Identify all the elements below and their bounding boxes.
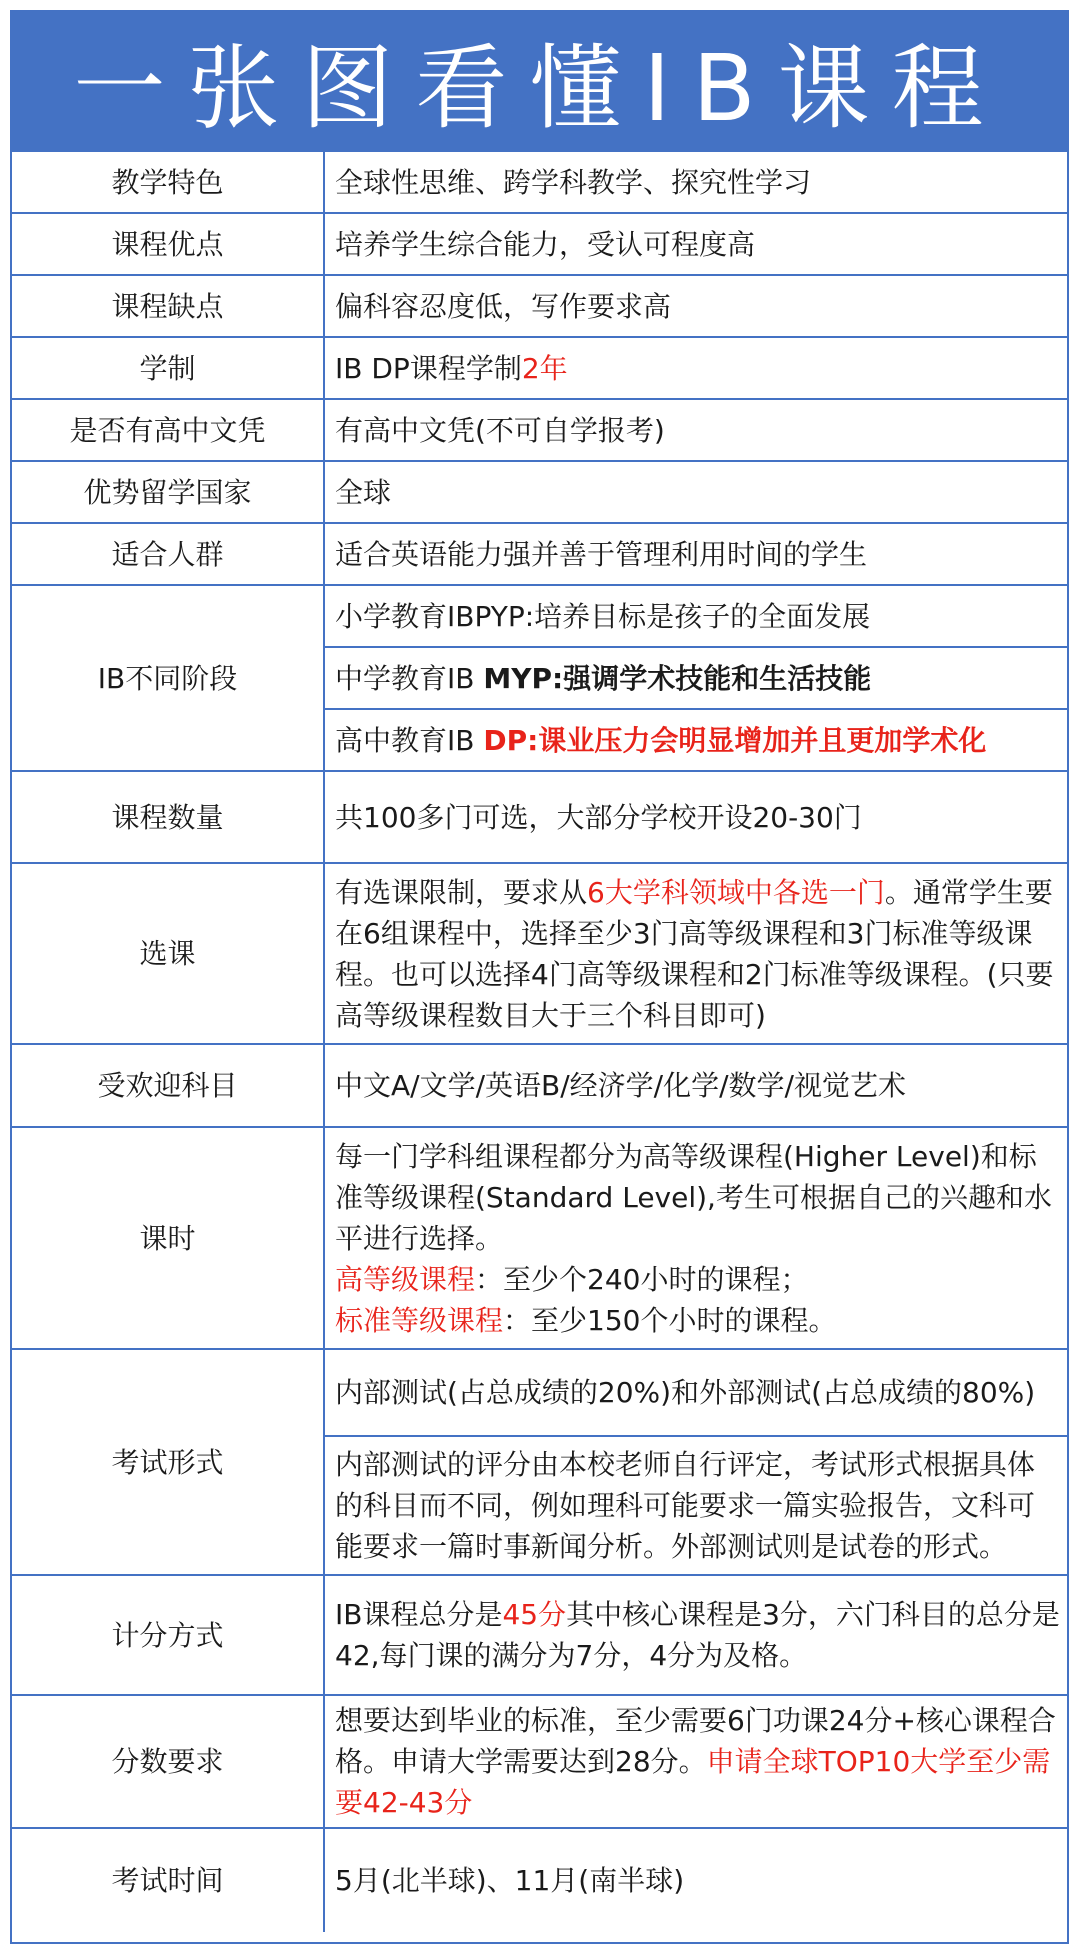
- highlight-text: 2年: [521, 351, 568, 385]
- row-value: 有高中文凭(不可自学报考): [324, 399, 1067, 461]
- table-row: [12, 461, 1067, 523]
- row-label: 优势留学国家: [12, 461, 324, 523]
- table-row: [12, 275, 1067, 337]
- highlight-text: 6大学科领域中各选一门: [587, 875, 885, 909]
- row-value: 适合英语能力强并善于管理利用时间的学生: [324, 523, 1067, 585]
- title-banner: [12, 12, 1067, 150]
- row-label: 考试形式: [12, 1349, 324, 1575]
- highlight-text: 高等级课程: [335, 1262, 476, 1296]
- exam-form-line1: 内部测试(占总成绩的20%)和外部测试(占总成绩的80%): [324, 1349, 1067, 1436]
- row-value: 全球性思维、跨学科教学、探究性学习: [324, 151, 1067, 213]
- table-row: [12, 523, 1067, 585]
- row-label: 适合人群: [12, 523, 324, 585]
- row-value: [324, 337, 1067, 399]
- row-value: 培养学生综合能力，受认可程度高: [324, 213, 1067, 275]
- value-text: 其中核心课程是3分，六门科目的总分是42,每门课的满分为7分，4分为及格。: [335, 1598, 1060, 1672]
- value-text: ：至少150个小时的课程。: [503, 1303, 837, 1337]
- table-row: [12, 585, 1067, 647]
- page-title: 一张图看懂IB课程: [73, 35, 1006, 142]
- row-label: 课程数量: [12, 771, 324, 863]
- row-label: 考试时间: [12, 1828, 324, 1932]
- exam-form-line2: 内部测试的评分由本校老师自行评定，考试形式根据具体的科目而不同，例如理科可能要求一篇实验报告，文科可能要求一篇时事新闻分析。外部测试则是试卷的形式。: [324, 1436, 1067, 1575]
- value-text: IB课程总分是: [335, 1598, 503, 1631]
- stage-primary: 小学教育IBPYP:培养目标是孩子的全面发展: [324, 585, 1067, 647]
- row-value: [324, 1575, 1067, 1695]
- table-row: [12, 1349, 1067, 1436]
- row-label: 课时: [12, 1127, 324, 1349]
- row-value: 中文A/文学/英语B/经济学/化学/数学/视觉艺术: [324, 1044, 1067, 1127]
- row-label: 选课: [12, 863, 324, 1044]
- table-row: [12, 337, 1067, 399]
- highlight-text: 申请全球TOP10大学至少需要42-43分: [335, 1745, 1051, 1819]
- hours-intro: 每一门学科组课程都分为高等级课程(Higher Level)和标准等级课程(Standard Level),考生可根据自己的兴趣和水平进行选择。: [335, 1139, 1052, 1255]
- table-row: [12, 151, 1067, 213]
- table-row: [12, 771, 1067, 863]
- highlight-text: MYP:强调学术技能和生活技能: [483, 661, 872, 695]
- row-value: [324, 863, 1067, 1044]
- value-text: IB DP课程学制: [335, 351, 522, 385]
- table-row: [12, 399, 1067, 461]
- row-label: 课程优点: [12, 213, 324, 275]
- ib-overview-card: [10, 10, 1069, 1944]
- hours-sl: [335, 1300, 1061, 1341]
- row-label: 课程缺点: [12, 275, 324, 337]
- table-row: [12, 1044, 1067, 1127]
- hours-hl: [335, 1259, 1061, 1300]
- row-label: 是否有高中文凭: [12, 399, 324, 461]
- value-text: 想要达到毕业的标准，至少需要6门功课24分+核心课程合格。申请大学需要达到28分。: [335, 1704, 1056, 1778]
- table-row: [12, 1695, 1067, 1828]
- row-value: 全球: [324, 461, 1067, 523]
- value-text: 高中教育IB: [335, 723, 484, 757]
- row-label: IB不同阶段: [12, 585, 324, 771]
- highlight-text: DP:课业压力会明显增加并且更加学术化: [483, 723, 987, 757]
- table-row: [12, 1828, 1067, 1932]
- table-row: [12, 1575, 1067, 1695]
- table-row: [12, 863, 1067, 1044]
- row-value: 5月(北半球)、11月(南半球): [324, 1828, 1067, 1932]
- row-value: 共100多门可选，大部分学校开设20-30门: [324, 771, 1067, 863]
- row-value: [324, 1695, 1067, 1828]
- row-value: 偏科容忍度低，写作要求高: [324, 275, 1067, 337]
- highlight-text: 标准等级课程: [335, 1303, 504, 1337]
- row-label: 分数要求: [12, 1695, 324, 1828]
- value-text: 。通常学生要在6组课程中，选择至少3门高等级课程和3门标准等级课程。也可以选择4门高等级课程和2门标准等级课程。(只要高等级课程数目大于三个科目即可): [335, 875, 1054, 1032]
- table-row: [12, 213, 1067, 275]
- value-text: 中学教育IB: [335, 661, 484, 695]
- row-label: 教学特色: [12, 151, 324, 213]
- row-label: 学制: [12, 337, 324, 399]
- row-value: [324, 1127, 1067, 1349]
- value-text: ：至少个240小时的课程；: [475, 1262, 809, 1296]
- table-row: [12, 1127, 1067, 1349]
- row-label: 受欢迎科目: [12, 1044, 324, 1127]
- highlight-text: 45分: [502, 1598, 567, 1631]
- stage-middle: [324, 647, 1067, 709]
- ib-info-table: [12, 150, 1067, 1932]
- row-label: 计分方式: [12, 1575, 324, 1695]
- stage-high: [324, 709, 1067, 771]
- value-text: 有选课限制，要求从: [335, 875, 588, 909]
